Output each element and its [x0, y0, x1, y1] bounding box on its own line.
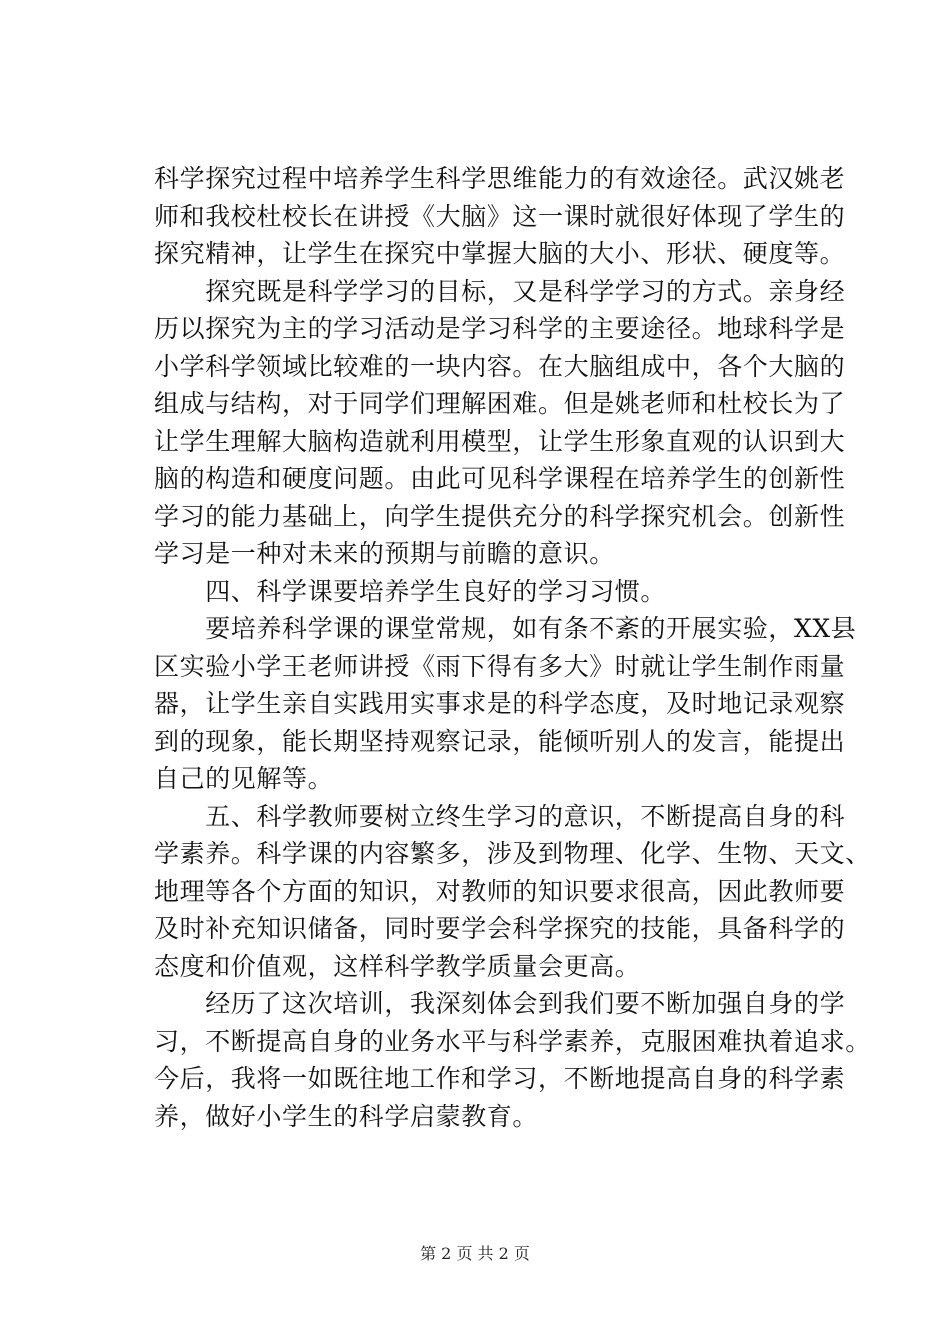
text-line: 经历了这次培训，我深刻体会到我们要不断加强自身的学 — [154, 989, 846, 1018]
text-line: 探究精神，让学生在探究中掌握大脑的大小、形状、硬度等。 — [154, 239, 846, 268]
text-line: 区实验小学王老师讲授《雨下得有多大》时就让学生制作雨量 — [154, 651, 846, 681]
text-line: 历以探究为主的学习活动是学习科学的主要途径。地球科学是 — [154, 314, 846, 343]
text-line: 自己的见解等。 — [154, 764, 334, 793]
text-line: 组成与结构，对于同学们理解困难。但是姚老师和杜校长为了 — [154, 389, 846, 418]
text-line: 今后，我将一如既往地工作和学习，不断地提高自身的科学素 — [154, 1064, 846, 1093]
text-line: 探究既是科学学习的目标，又是科学学习的方式。亲身经 — [154, 276, 846, 306]
text-line: 到的现象，能长期坚持观察记录，能倾听别人的发言，能提出 — [154, 726, 846, 756]
text-line: 学习是一种对未来的预期与前瞻的意识。 — [154, 539, 615, 568]
text-line: 器，让学生亲自实践用实事求是的科学态度，及时地记录观察 — [154, 689, 846, 718]
text-line: 四、科学课要培养学生良好的学习习惯。 — [154, 576, 667, 606]
text-line: 让学生理解大脑构造就利用模型，让学生形象直观的认识到大 — [154, 426, 846, 456]
page-number-footer: 第 2 页 共 2 页 — [420, 1244, 530, 1263]
text-line: 学素养。科学课的内容繁多，涉及到物理、化学、生物、天文、 — [154, 839, 871, 868]
text-line: 要培养科学课的课堂常规，如有条不紊的开展实验，XX县 — [154, 614, 857, 643]
text-line: 态度和价值观，这样科学教学质量会更高。 — [154, 951, 641, 981]
text-line: 科学探究过程中培养学生科学思维能力的有效途径。武汉姚老 — [154, 164, 846, 193]
text-line: 养，做好小学生的科学启蒙教育。 — [154, 1101, 539, 1131]
text-line: 学习的能力基础上，向学生提供充分的科学探究机会。创新性 — [154, 501, 846, 531]
text-line: 习，不断提高自身的业务水平与科学素养，克服困难执着追求。 — [154, 1026, 871, 1056]
text-line: 五、科学教师要树立终生学习的意识，不断提高自身的科 — [154, 801, 846, 831]
text-line: 小学科学领域比较难的一块内容。在大脑组成中，各个大脑的 — [154, 351, 846, 381]
text-line: 师和我校杜校长在讲授《大脑》这一课时就很好体现了学生的 — [154, 201, 846, 231]
text-line: 地理等各个方面的知识，对教师的知识要求很高，因此教师要 — [154, 876, 846, 906]
document-body — [154, 160, 871, 1135]
text-line: 及时补充知识储备，同时要学会科学探究的技能，具备科学的 — [154, 914, 846, 943]
text-line: 脑的构造和硬度问题。由此可见科学课程在培养学生的创新性 — [154, 464, 846, 493]
